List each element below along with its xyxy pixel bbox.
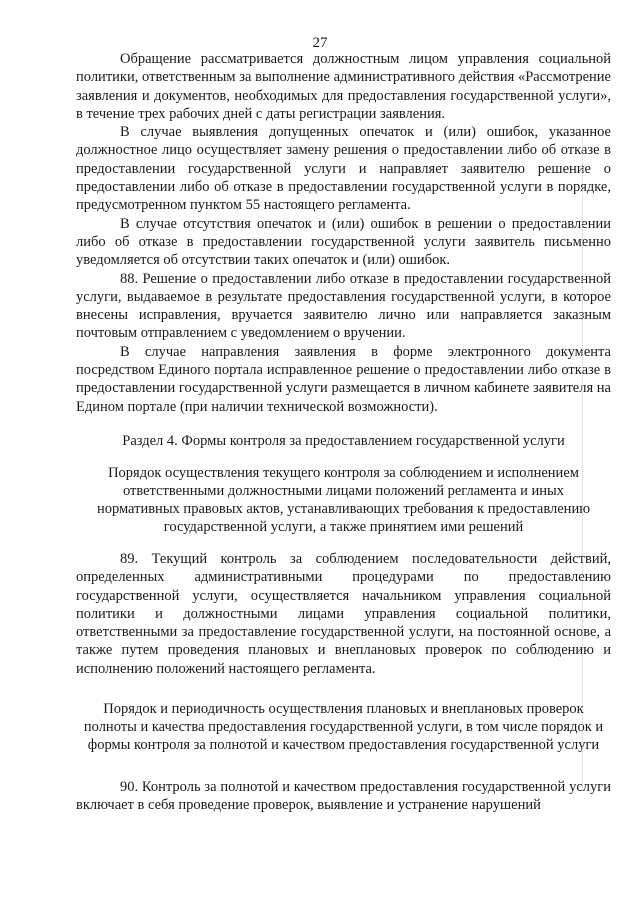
subsection-title-current-control: Порядок осуществления текущего контроля за соблюдением и исполнением ответственными должностными лицами положений регламента и иных нормативных правовых актов, устанавливающих требования к предоставлению государственной услуги, а также принятием ими решений <box>96 464 591 535</box>
paragraph-errors-found: В случае выявления допущенных опечаток и (или) ошибок, указанное должностное лицо осуществляет замену решения о предоставлении либо об отказе в предоставлении государственной услуги и направляет заявителю решение о предоставлении либо об отказе в предоставлении государственной услуги в порядке, предусмотренном пунктом 55 настоящего регламента. <box>76 124 611 214</box>
page-content <box>76 50 611 815</box>
section-title: Раздел 4. Формы контроля за предоставлением государственной услуги <box>122 432 565 449</box>
subsection-title-inspections: Порядок и периодичность осуществления плановых и внеплановых проверок полноты и качества предоставления государственной услуги, в том числе порядок и формы контроля за полнотой и качеством предоставления государственной услуги <box>83 701 604 754</box>
paragraph-88: 88. Решение о предоставлении либо отказе в предоставлении государственной услуги, выдаваемое в результате предоставления государственной услуги, в которое внесены исправления, вручается заявителю лично или направляется заказным почтовым отправлением с уведомлением о вручении. <box>76 270 611 342</box>
paragraph-90: 90. Контроль за полнотой и качеством предоставления государственной услуги включает в себя проведение проверок, выявление и устранение нарушений <box>76 779 611 814</box>
paragraph-electronic-delivery: В случае направления заявления в форме электронного документа посредством Единого портала исправленное решение о предоставлении либо отказе в предоставлении государственной услуги размещается в личном кабинете заявителя на Едином портале (при наличии технической возможности). <box>76 343 611 415</box>
page-number: 27 <box>312 35 328 51</box>
paragraph-appeal-review: Обращение рассматривается должностным лицом управления социальной политики, ответственным за выполнение административного действия «Рассмотрение заявления и документов, необходимых для предоставления государственной услуги», в течение трех рабочих дней с даты регистрации заявления. <box>76 51 611 122</box>
scan-edge-line <box>582 130 583 790</box>
paragraph-89: 89. Текущий контроль за соблюдением последовательности действий, определенных административными процедурами по предоставлению государственной услуги, осуществляется начальником управления социальной политики и должностными лицами управления социальной политики, ответственными за предоставление государственной услуги, на постоянной основе, а также путем проведения плановых и внеплановых проверок по соблюдению и исполнению положений настоящего регламента. <box>76 550 611 677</box>
paragraph-no-errors: В случае отсутствия опечаток и (или) ошибок в решении о предоставлении либо об отказе в предоставлении государственной услуги заявитель письменно уведомляется об отсутствии таких опечаток и (или) ошибок. <box>76 215 611 269</box>
